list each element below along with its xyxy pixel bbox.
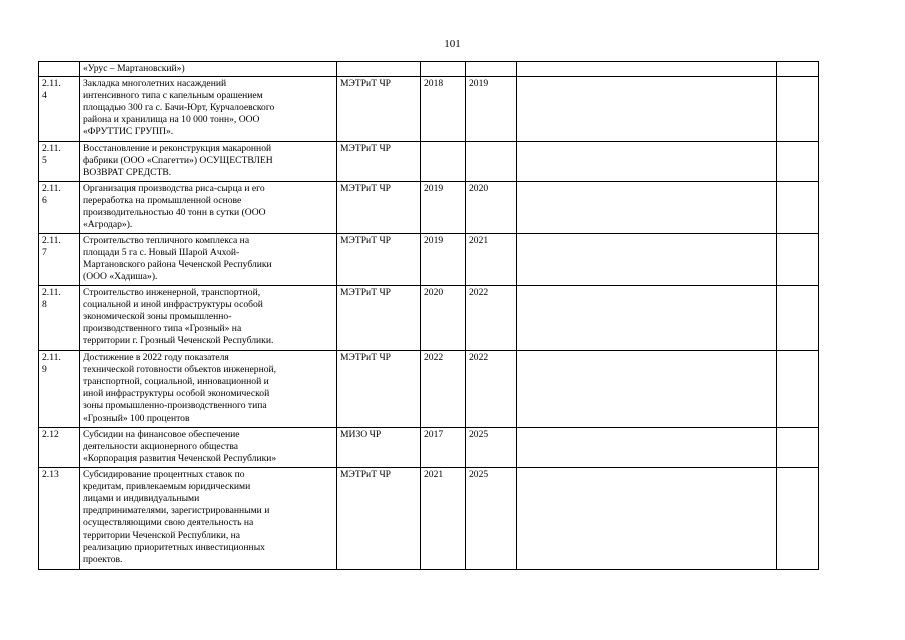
- row-year-end: 2022: [466, 351, 517, 428]
- table-row: [39, 182, 819, 234]
- row-number: 2.11. 7: [39, 234, 80, 286]
- row-description: Закладка многолетних насаждений интенсивного типа с капельным орашением площадью 300 га с. Бачи-Юрт, Курчалоевского района и хранилища на 10 000 тонн», ООО «ФРУТТИС ГРУПП».: [80, 77, 337, 142]
- row-empty-cell: [517, 142, 777, 182]
- row-number: 2.11. 9: [39, 351, 80, 428]
- row-empty-cell: [777, 77, 819, 142]
- row-description: Субсидии на финансовое обеспечение деятельности акционерного общества «Корпорация развития Чеченской Республики»: [80, 428, 337, 468]
- table-row: [39, 234, 819, 286]
- row-empty-cell: [777, 351, 819, 428]
- row-year-start: 2019: [421, 182, 466, 234]
- row-year-start: 2020: [421, 286, 466, 351]
- row-organization: МЭТРиТ ЧР: [337, 286, 421, 351]
- row-empty-cell: [777, 182, 819, 234]
- row-empty-cell: [777, 234, 819, 286]
- row-year-start: 2022: [421, 351, 466, 428]
- row-empty-cell: [517, 286, 777, 351]
- row-year-end: 2025: [466, 428, 517, 468]
- row-year-end: 2019: [466, 77, 517, 142]
- row-organization: МЭТРиТ ЧР: [337, 234, 421, 286]
- row-organization: МЭТРиТ ЧР: [337, 142, 421, 182]
- row-number: 2.11. 4: [39, 77, 80, 142]
- row-year-end: 2025: [466, 468, 517, 570]
- row-year-start: [421, 142, 466, 182]
- row-empty-cell: [777, 142, 819, 182]
- row-empty-cell: [777, 468, 819, 570]
- row-empty-cell: [517, 468, 777, 570]
- row-year-start: 2017: [421, 428, 466, 468]
- page-number: 101: [444, 38, 461, 50]
- table-row: [39, 62, 819, 77]
- row-description: Строительство инженерной, транспортной, социальной и иной инфраструктуры особой экономической зоны промышленно- производственного типа «Грозный» на территории г. Грозный Чеченской Республики.: [80, 286, 337, 351]
- row-empty-cell: [517, 182, 777, 234]
- row-empty-cell: [517, 62, 777, 77]
- row-organization: МЭТРиТ ЧР: [337, 351, 421, 428]
- table-row: [39, 77, 819, 142]
- row-organization: МЭТРиТ ЧР: [337, 182, 421, 234]
- table-row: [39, 428, 819, 468]
- row-year-end: [466, 62, 517, 77]
- row-year-start: 2018: [421, 77, 466, 142]
- row-organization: МЭТРиТ ЧР: [337, 468, 421, 570]
- row-year-start: [421, 62, 466, 77]
- row-year-start: 2021: [421, 468, 466, 570]
- row-number: 2.11. 8: [39, 286, 80, 351]
- row-organization: МИЗО ЧР: [337, 428, 421, 468]
- table-row: [39, 286, 819, 351]
- program-table: [38, 61, 819, 570]
- row-year-end: 2022: [466, 286, 517, 351]
- row-number: 2.12: [39, 428, 80, 468]
- row-year-end: 2021: [466, 234, 517, 286]
- row-number: [39, 62, 80, 77]
- row-description: Организация производства риса-сырца и его переработка на промышленной основе производительностью 40 тонн в сутки (ООО «Агродар»).: [80, 182, 337, 234]
- row-year-start: 2019: [421, 234, 466, 286]
- row-empty-cell: [517, 77, 777, 142]
- row-empty-cell: [517, 234, 777, 286]
- row-empty-cell: [777, 62, 819, 77]
- table-body: [39, 62, 819, 570]
- table-row: [39, 142, 819, 182]
- row-year-end: [466, 142, 517, 182]
- row-empty-cell: [517, 351, 777, 428]
- row-number: 2.11. 6: [39, 182, 80, 234]
- row-year-end: 2020: [466, 182, 517, 234]
- table-row: [39, 468, 819, 570]
- row-description: Восстановление и реконструкция макаронной фабрики (ООО «Спагетти») ОСУЩЕСТВЛЕН ВОЗВРАТ СРЕДСТВ.: [80, 142, 337, 182]
- row-description: «Урус – Мартановский»): [80, 62, 337, 77]
- row-organization: МЭТРиТ ЧР: [337, 77, 421, 142]
- row-number: 2.13: [39, 468, 80, 570]
- row-description: Субсидирование процентных ставок по кредитам, привлекаемым юридическими лицами и индивидуальными предпринимателями, зарегистрированными и осуществляющими свою деятельность на территории Чеченской Республики, на реализацию приоритетных инвестиционных проектов.: [80, 468, 337, 570]
- row-empty-cell: [517, 428, 777, 468]
- row-number: 2.11. 5: [39, 142, 80, 182]
- row-description: Достижение в 2022 году показателя технической готовности объектов инженерной, транспортной, социальной, инновационной и иной инфраструктуры особой экономической зоны промышленно-производственного типа «Грозный» 100 процентов: [80, 351, 337, 428]
- row-description: Строительство тепличного комплекса на площади 5 га с. Новый Шарой Ачхой- Мартановского района Чеченской Республики (ООО «Хадиша»).: [80, 234, 337, 286]
- row-empty-cell: [777, 428, 819, 468]
- row-empty-cell: [777, 286, 819, 351]
- row-organization: [337, 62, 421, 77]
- table-row: [39, 351, 819, 428]
